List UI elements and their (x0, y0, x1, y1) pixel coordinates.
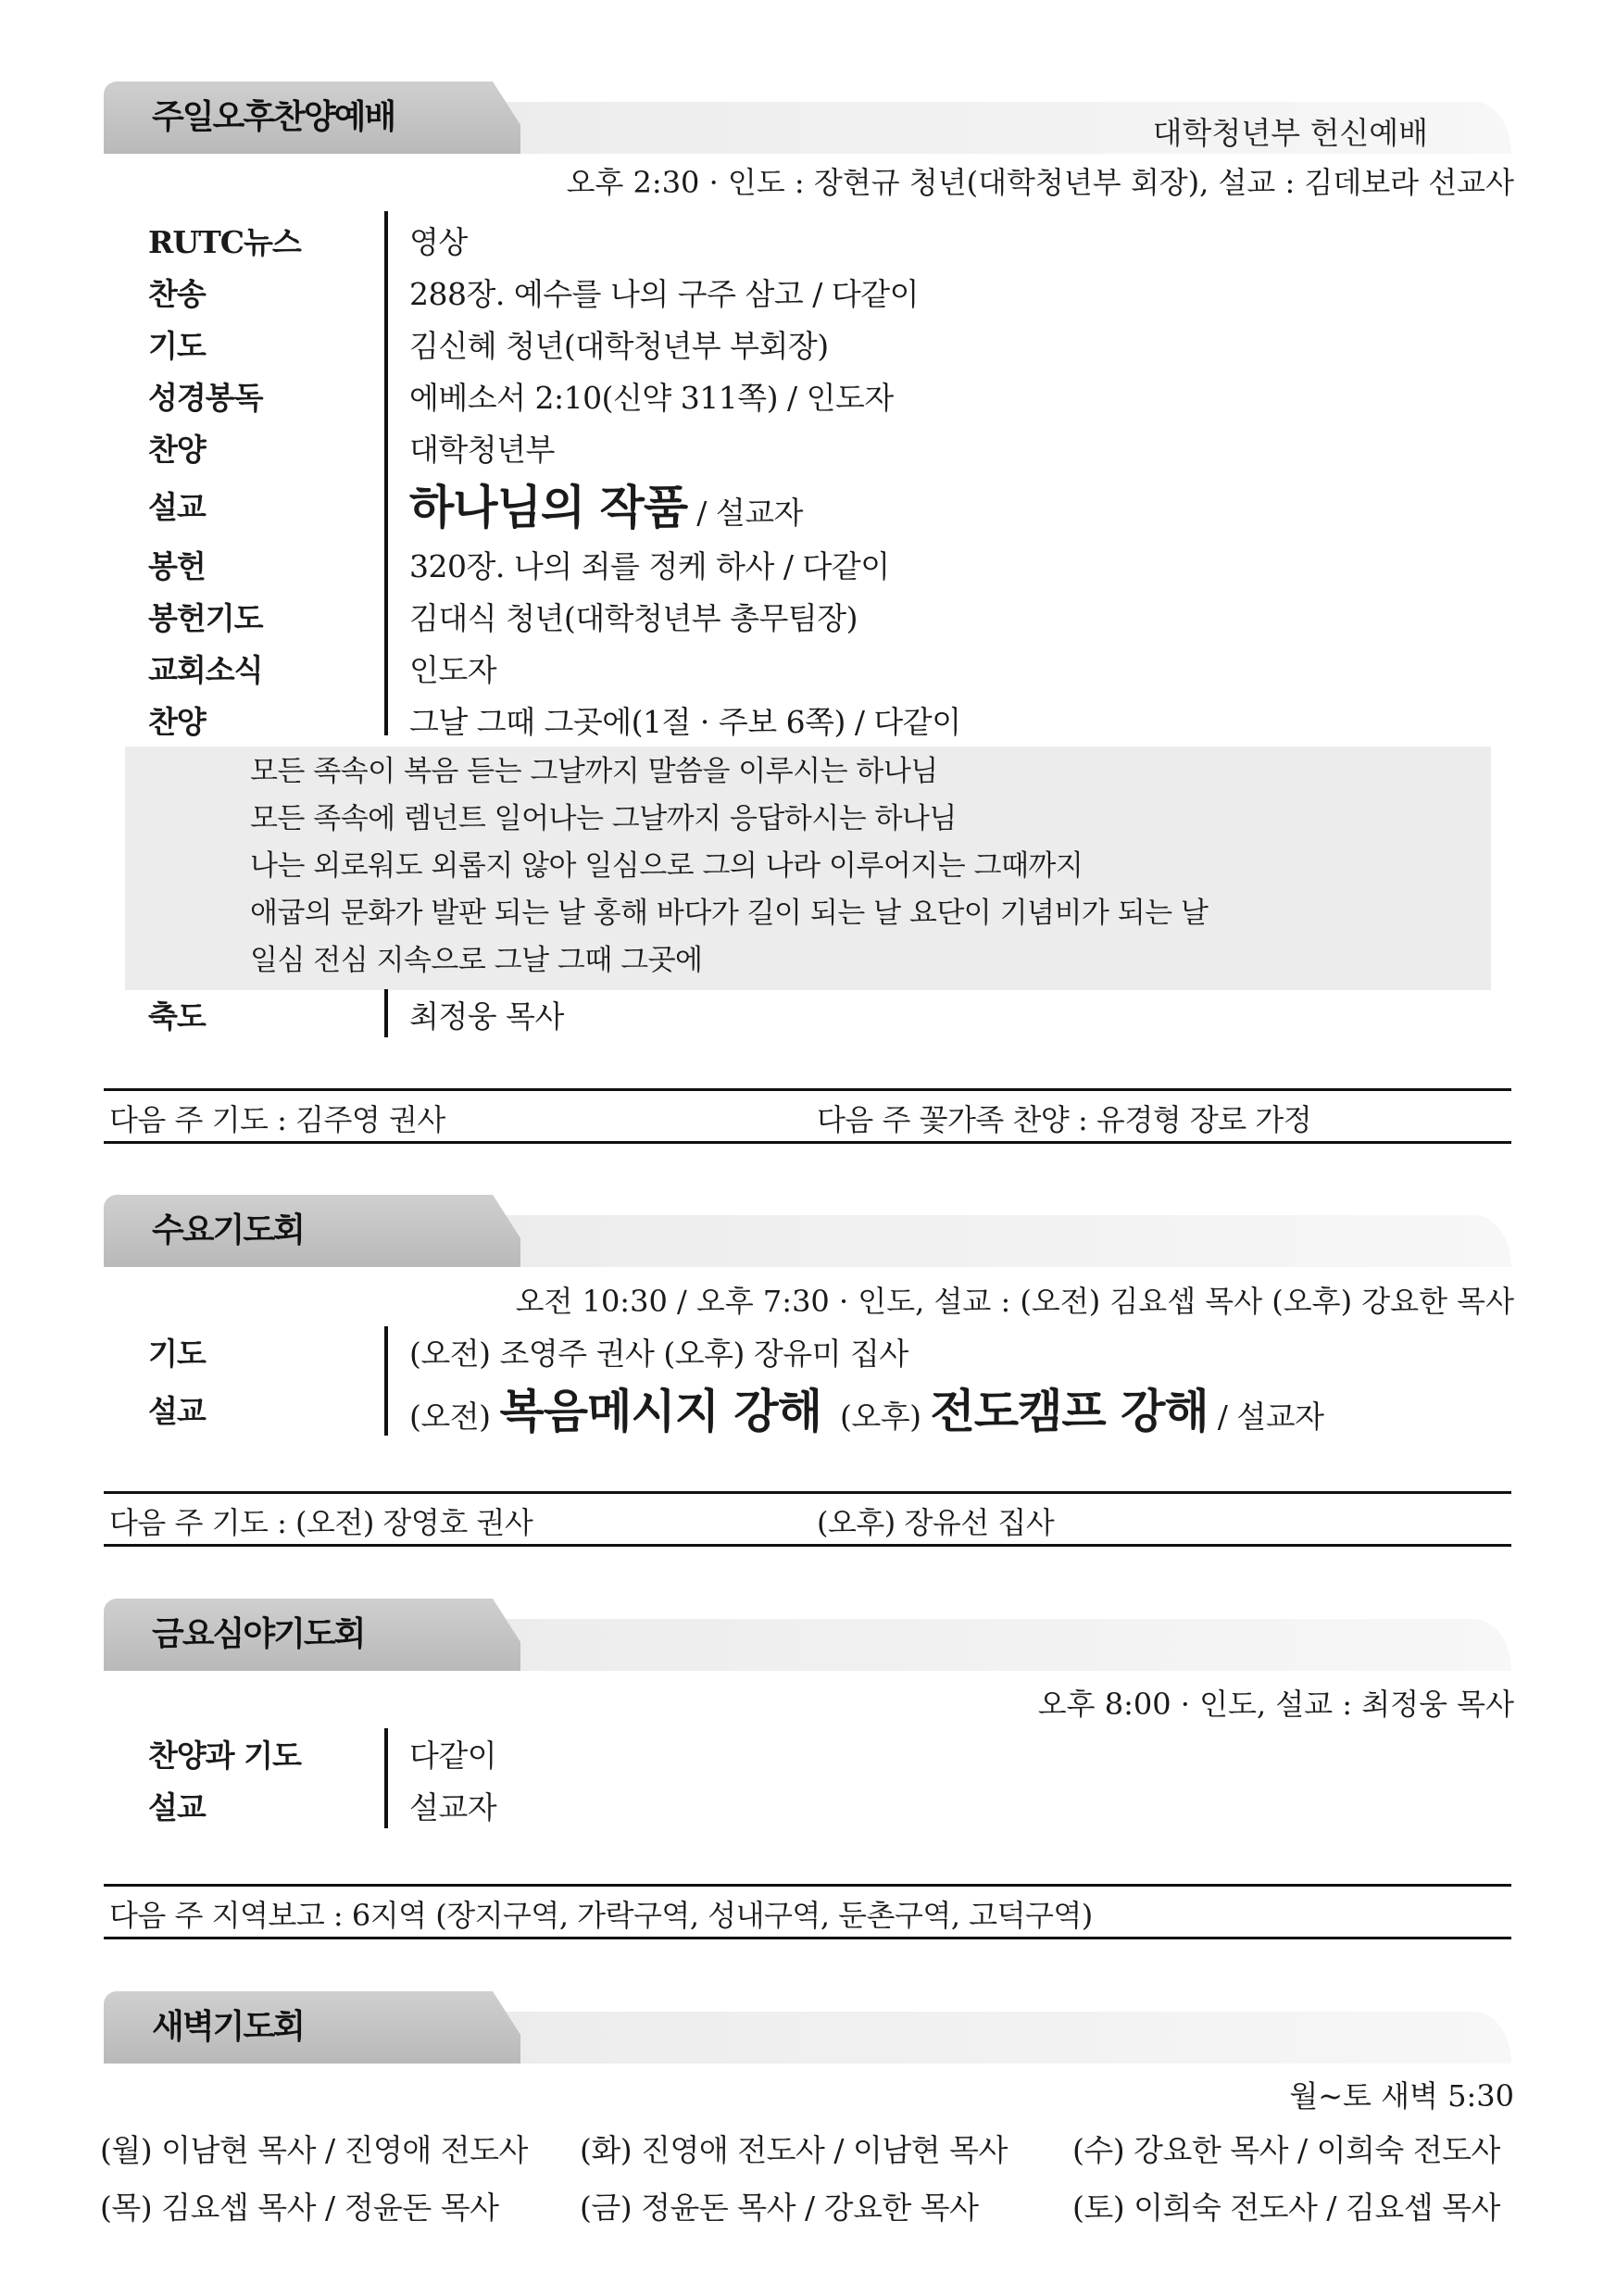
order-value: (오전) 조영주 권사 (오후) 장유미 집사 (409, 1336, 908, 1372)
next-report: 다음 주 지역보고 : 6지역 (장지구역, 가락구역, 성내구역, 둔촌구역, 고덕구역) (109, 1898, 1093, 1933)
next-prayer-am: 다음 주 기도 : (오전) 장영호 권사 (109, 1505, 533, 1540)
dawn-schedule-item: (수) 강요한 목사 / 이희숙 전도사 (1072, 2132, 1500, 2168)
friday-header (104, 1599, 1511, 1671)
next-prayer-pm: (오후) 장유선 집사 (817, 1505, 1055, 1540)
sermon-value (409, 1374, 1323, 1441)
order-value: 대학청년부 (409, 432, 555, 468)
dawn-title: 새벽기도회 (152, 2008, 304, 2046)
sermon-suffix: / 설교자 (1208, 1399, 1324, 1435)
order-value: 최정웅 목사 (409, 998, 564, 1035)
order-value: 김신혜 청년(대학청년부 부회장) (409, 328, 829, 364)
am-prefix: (오전) (409, 1399, 500, 1435)
sermon-title: 하나님의 작품 (409, 480, 688, 534)
wednesday-title: 수요기도회 (152, 1211, 304, 1249)
dawn-header (104, 1991, 1511, 2064)
order-label: 교회소식 (148, 652, 263, 688)
order-label: 축도 (148, 998, 206, 1035)
dawn-schedule-item: (토) 이희숙 전도사 / 김요셉 목사 (1072, 2189, 1500, 2226)
order-value: 288장. 예수를 나의 구주 삼고 / 다같이 (409, 276, 919, 312)
order-value: 에베소서 2:10(신약 311쪽) / 인도자 (409, 380, 894, 416)
sunday-title: 주일오후찬양예배 (152, 98, 395, 136)
lyric-line: 나는 외로워도 외롭지 않아 일심으로 그의 나라 이루어지는 그때까지 (250, 849, 1084, 883)
pm-sermon-title: 전도캠프 강해 (930, 1384, 1209, 1438)
order-label: 찬양 (148, 432, 206, 468)
order-label: 찬양 (148, 704, 206, 740)
order-label: 봉헌기도 (148, 600, 263, 636)
dawn-schedule-item: (목) 김요셉 목사 / 정윤돈 목사 (100, 2189, 499, 2226)
order-divider (384, 211, 388, 735)
order-label: 설교 (148, 1393, 206, 1429)
order-label: 성경봉독 (148, 380, 263, 416)
order-label: 기도 (148, 328, 206, 364)
order-value: 그날 그때 그곳에(1절 · 주보 6쪽) / 다같이 (409, 704, 961, 740)
order-divider (384, 1326, 388, 1436)
sunday-subtitle: 대학청년부 헌신예배 (1152, 115, 1428, 151)
friday-title: 금요심야기도회 (152, 1615, 365, 1653)
sunday-info: 오후 2:30 · 인도 : 장현규 청년(대학청년부 회장), 설교 : 김데보라 선교사 (566, 165, 1514, 200)
lyric-line: 모든 족속에 렘넌트 일어나는 그날까지 응답하시는 하나님 (250, 802, 957, 835)
order-value: 320장. 나의 죄를 정케 하사 / 다같이 (409, 548, 890, 584)
pm-prefix: (오후) (821, 1399, 931, 1435)
order-label: 설교 (148, 1789, 206, 1826)
lyrics-box (125, 747, 1491, 990)
order-value: 인도자 (409, 652, 497, 688)
lyric-line: 애굽의 문화가 발판 되는 날 홍해 바다가 길이 되는 날 요단이 기념비가 되는 날 (250, 897, 1209, 930)
am-sermon-title: 복음메시지 강해 (499, 1384, 822, 1438)
dawn-info: 월~토 새벽 5:30 (1289, 2078, 1514, 2114)
order-divider (384, 1728, 388, 1828)
dawn-schedule-item: (화) 진영애 전도사 / 이남현 목사 (580, 2132, 1008, 2168)
sunday-next-bar (104, 1088, 1511, 1144)
sermon-suffix: / 설교자 (687, 495, 803, 531)
wednesday-header (104, 1195, 1511, 1267)
order-divider (384, 989, 388, 1037)
next-prayer: 다음 주 기도 : 김주영 권사 (109, 1102, 445, 1137)
dawn-schedule-item: (금) 정윤돈 목사 / 강요한 목사 (580, 2189, 979, 2226)
order-value: 영상 (409, 224, 468, 260)
sunday-header (104, 82, 1511, 154)
wednesday-next-bar (104, 1491, 1511, 1547)
order-label: 기도 (148, 1336, 206, 1372)
order-label: 설교 (148, 489, 206, 525)
order-value: 김대식 청년(대학청년부 총무팀장) (409, 600, 858, 636)
order-label: RUTC뉴스 (148, 224, 301, 260)
dawn-schedule-item: (월) 이남현 목사 / 진영애 전도사 (100, 2132, 528, 2168)
order-label: 찬송 (148, 276, 206, 312)
friday-next-bar (104, 1884, 1511, 1939)
friday-info: 오후 8:00 · 인도, 설교 : 최정웅 목사 (1037, 1687, 1514, 1722)
sermon-value (409, 470, 803, 537)
order-label: 봉헌 (148, 548, 206, 584)
order-value: 설교자 (409, 1789, 497, 1826)
order-value: 다같이 (409, 1738, 497, 1774)
next-flower: 다음 주 꽃가족 찬양 : 유경형 장로 가정 (817, 1102, 1312, 1137)
order-label: 찬양과 기도 (148, 1738, 301, 1774)
lyric-line: 모든 족속이 복음 듣는 그날까지 말씀을 이루시는 하나님 (250, 755, 938, 788)
wednesday-info: 오전 10:30 / 오후 7:30 · 인도, 설교 : (오전) 김요셉 목사 (오후) 강요한 목사 (515, 1284, 1514, 1319)
lyric-line: 일심 전심 지속으로 그날 그때 그곳에 (250, 944, 703, 977)
